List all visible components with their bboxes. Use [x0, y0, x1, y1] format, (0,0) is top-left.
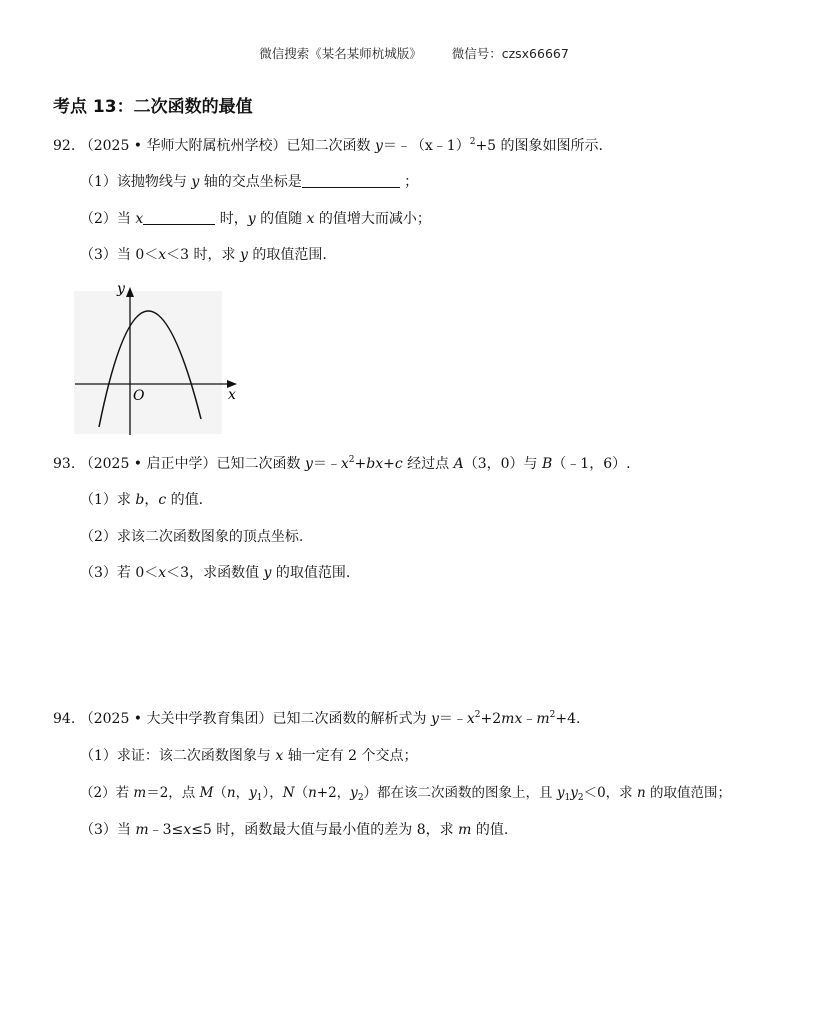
question-source: （2025 • 大关中学教育集团） — [79, 711, 273, 727]
question-94-part-2: （2）若 m＝2，点 M（n，$y_1$），N（n+2，$y_2$）都在该二次函数的图象上，且 $y_1y_2<0$，求 n 的取值范围； — [80, 785, 731, 803]
page-header — [0, 44, 828, 62]
question-92-part-2: （2）当 x 时，y 的值随 x 的值增大而减小； — [80, 211, 431, 227]
section-title: 考点 13：二次函数的最值 — [53, 97, 253, 117]
question-93-part-1: （1）求 b，c 的值. — [80, 492, 204, 508]
question-number: 92. — [53, 138, 76, 154]
answer-blank[interactable] — [143, 210, 215, 225]
question-94-part-3: （3）当 m﹣3≤x≤5 时，函数最大值与最小值的差为 8，求 m 的值. — [80, 822, 509, 838]
question-94-stem: 94. （2025 • 大关中学教育集团）已知二次函数的解析式为 $y=﹣x^2+2mx﹣m^2+4$. — [53, 710, 581, 727]
question-source: （2025 • 启正中学） — [79, 456, 217, 472]
header-search-text: 微信搜索《某名某师杭城版》 — [259, 46, 422, 61]
question-number: 94. — [53, 711, 76, 727]
question-92-stem: 92. （2025 • 华师大附属杭州学校）已知二次函数 y＝﹣（x﹣1）$^2$+5 的图象如图所示. — [53, 137, 603, 154]
question-source: （2025 • 华师大附属杭州学校） — [79, 138, 287, 154]
answer-blank[interactable] — [302, 173, 400, 188]
parabola-graph — [65, 277, 245, 437]
y-axis-label: y — [117, 281, 125, 297]
x-axis-label: x — [228, 387, 236, 403]
header-wechat-id: 微信号：czsx66667 — [451, 46, 569, 61]
question-92-part-1: （1）该抛物线与 y 轴的交点坐标是 ； — [80, 174, 419, 190]
question-93-stem: 93. （2025 • 启正中学）已知二次函数 $y=﹣x^2+bx+c$ 经过点 A（3，0）与 B（﹣1，6）. — [53, 455, 631, 472]
question-94-part-1: （1）求证：该二次函数图象与 x 轴一定有 2 个交点； — [80, 748, 418, 764]
question-93-part-2: （2）求该二次函数图象的顶点坐标. — [80, 529, 304, 545]
origin-label: O — [133, 388, 145, 404]
question-92-part-3: （3）当 0＜x＜3 时，求 y 的取值范围. — [80, 247, 327, 263]
question-number: 93. — [53, 456, 76, 472]
question-93-part-3: （3）若 0＜x＜3，求函数值 y 的取值范围. — [80, 565, 351, 581]
